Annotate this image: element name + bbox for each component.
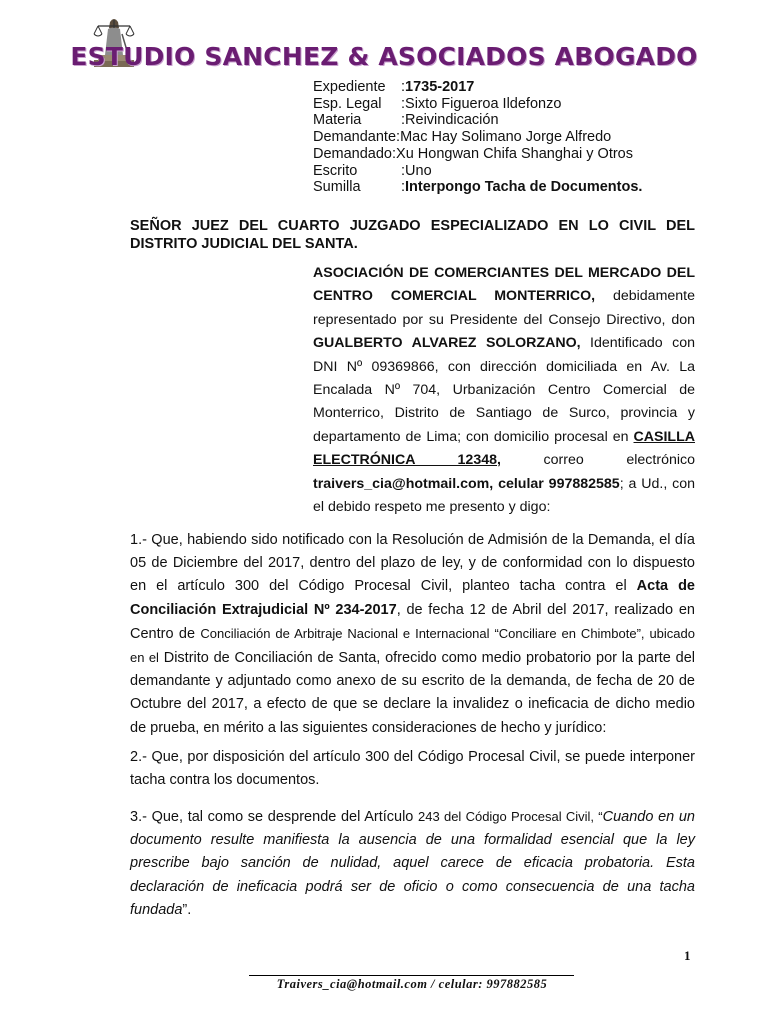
case-row-escrito: Escrito : Uno bbox=[313, 162, 432, 179]
case-row-sumilla: Sumilla : Interpongo Tacha de Documentos. bbox=[313, 179, 643, 196]
case-row-esp-legal: Esp. Legal : Sixto Figueroa Ildefonzo bbox=[313, 95, 562, 112]
intro-paragraph: ASOCIACIÓN DE COMERCIANTES DEL MERCADO DEL CENTRO COMERCIAL MONTERRICO, debidamente representado por su Presidente del Consejo Directivo, don GUALBERTO ALVAREZ SOLORZANO, Identificado con DNI Nº 09369866, con dirección domiciliada en Av. La Encalada Nº 704, Urbanización Centro Comercial de Monterrico, Distrito de Santiago de Surco, provincia y departamento de Lima; con domicilio procesal en CASILLA ELECTRÓNICA 12348, correo electrónico traivers_cia@hotmail.com, celular 997882585; a Ud., con el debido respeto me presento y digo: bbox=[313, 265, 696, 516]
org-name: ASOCIACIÓN DE COMERCIANTES DEL MERCADO DEL CENTRO COMERCIAL MONTERRICO, bbox=[313, 265, 695, 305]
footer-divider bbox=[249, 975, 574, 976]
case-row-expediente: Expediente : 1735-2017 bbox=[313, 79, 475, 95]
case-row-demandante: Demandante : Mac Hay Solimano Jorge Alfredo bbox=[313, 129, 612, 146]
page-number: 1 bbox=[684, 948, 691, 963]
contact-email: traivers_cia@hotmail.com, celular 997882585 bbox=[313, 475, 620, 492]
case-row-materia: Materia : Reivindicación bbox=[313, 112, 499, 129]
firm-name: ESTUDIO SANCHEZ & ASOCIADOS ABOGADO bbox=[70, 42, 698, 71]
addressee: SEÑOR JUEZ DEL CUARTO JUZGADO ESPECIALIZADO EN LO CIVIL DEL DISTRITO JUDICIAL DEL SANTA. bbox=[130, 218, 695, 252]
case-metadata bbox=[313, 79, 642, 196]
footer-contact: Traivers_cia@hotmail.com / celular: 997882585 bbox=[276, 977, 548, 991]
paragraph-3: 3.- Que, tal como se desprende del Artículo 243 del Código Procesal Civil, “Cuando en un documento resulte manifiesta la ausencia de una formalidad esencial que la ley prescribe bajo sanción de nulidad, aquel carece de eficacia probatoria. Esta declaración de ineficacia podrá ser de oficio o como consecuencia de una tacha fundada”. bbox=[130, 809, 695, 918]
case-row-demandado: Demandado : Xu Hongwan Chifa Shanghai y Otros bbox=[313, 145, 634, 162]
casilla-electronica: CASILLA ELECTRÓNICA 12348 bbox=[313, 428, 695, 469]
paragraph-2: 2.- Que, por disposición del artículo 300 del Código Procesal Civil, se puede interponer tacha contra los documentos. bbox=[130, 749, 695, 789]
president-name: GUALBERTO ALVAREZ SOLORZANO, bbox=[313, 335, 581, 352]
paragraph-1: 1.- Que, habiendo sido notificado con la Resolución de Admisión de la Demanda, el día 05 de Diciembre del 2017, dentro del plazo de ley, y de conformidad con lo dispuesto en el artículo 300 del Código Procesal Civil, planteo tacha contra el Acta de Conciliación Extrajudicial Nº 234-2017, de fecha 12 de Abril del 2017, realizado en Centro de Conciliación de Arbitraje Nacional e Internacional “Conciliare en Chimbote”, ubicado en el Distrito de Conciliación de Santa, ofrecido como medio probatorio por la parte del demandante y adjuntado como anexo de su escrito de la demanda, de fecha de 20 de Octubre del 2017, a efecto de que se declare la invalidez o ineficacia de dicho medio de prueba, en mérito a las siguientes consideraciones de hecho y jurídico: bbox=[130, 532, 696, 736]
